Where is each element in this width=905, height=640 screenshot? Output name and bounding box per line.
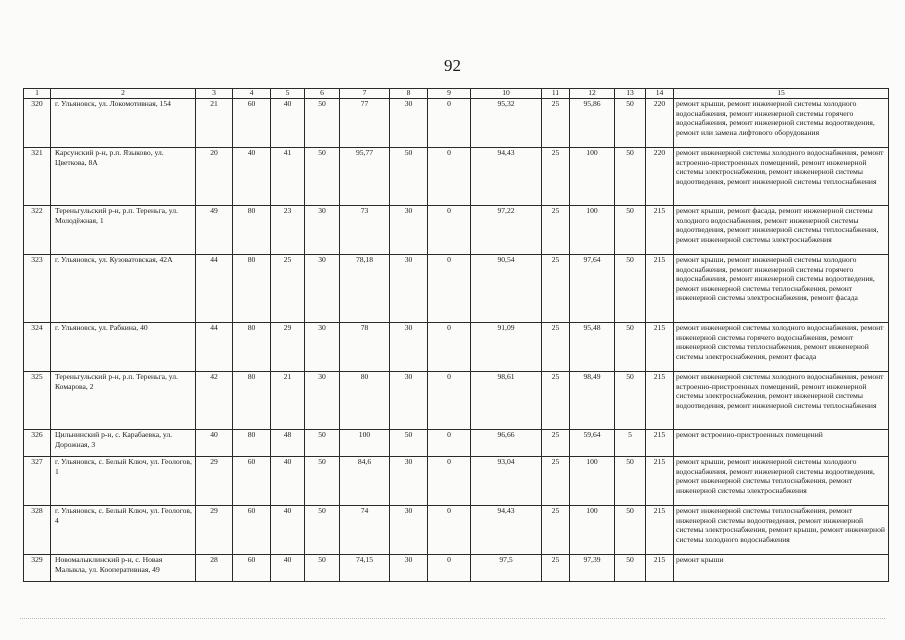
cell: 28 bbox=[196, 555, 233, 582]
cell: 30 bbox=[390, 555, 428, 582]
cell: 215 bbox=[646, 555, 674, 582]
cell: 50 bbox=[615, 555, 646, 582]
cell: 44 bbox=[196, 323, 233, 372]
row-number: 326 bbox=[24, 430, 51, 457]
cell: 30 bbox=[305, 372, 340, 430]
col-header: 11 bbox=[542, 89, 570, 99]
work-description: ремонт инженерной системы холодного водоснабжения, ремонт встроенно-пристроенных помещений, ремонт инженерной системы электроснабжения, ремонт инженерной системы водоотведения, ремонт инженерной системы теплоснабжения bbox=[674, 372, 889, 430]
cell: 80 bbox=[233, 206, 271, 255]
cell: 97,22 bbox=[471, 206, 542, 255]
cell: 25 bbox=[542, 430, 570, 457]
work-description: ремонт крыши bbox=[674, 555, 889, 582]
cell: 215 bbox=[646, 506, 674, 555]
page-number: 92 bbox=[444, 56, 461, 75]
cell: 60 bbox=[233, 555, 271, 582]
work-description: ремонт инженерной системы холодного водоснабжения, ремонт встроенно-пристроенных помещений, ремонт инженерной системы электроснабжения, ремонт инженерной системы водоотведения, ремонт инженерной системы теплоснабжения bbox=[674, 148, 889, 206]
address: Тереньгульский р-н, р.п. Тереньга, ул. Комарова, 2 bbox=[51, 372, 196, 430]
cell: 25 bbox=[542, 99, 570, 148]
address: Тереньгульский р-н, р.п. Тереньга, ул. Молодёжная, 1 bbox=[51, 206, 196, 255]
row-number: 321 bbox=[24, 148, 51, 206]
cell: 96,66 bbox=[471, 430, 542, 457]
work-description: ремонт крыши, ремонт инженерной системы холодного водоснабжения, ремонт инженерной системы водоотведения, ремонт инженерной системы теплоснабжения, ремонт инженерной системы электроснабжения bbox=[674, 457, 889, 506]
cell: 100 bbox=[570, 506, 615, 555]
cell: 77 bbox=[340, 99, 390, 148]
col-header: 4 bbox=[233, 89, 271, 99]
col-header: 9 bbox=[428, 89, 471, 99]
cell: 97,64 bbox=[570, 255, 615, 323]
cell: 91,09 bbox=[471, 323, 542, 372]
cell: 25 bbox=[542, 255, 570, 323]
cell: 215 bbox=[646, 372, 674, 430]
cell: 80 bbox=[233, 372, 271, 430]
col-header: 7 bbox=[340, 89, 390, 99]
cell: 29 bbox=[196, 506, 233, 555]
cell: 40 bbox=[271, 99, 305, 148]
cell: 50 bbox=[615, 323, 646, 372]
cell: 100 bbox=[570, 148, 615, 206]
cell: 25 bbox=[542, 506, 570, 555]
cell: 100 bbox=[570, 457, 615, 506]
cell: 215 bbox=[646, 457, 674, 506]
cell: 215 bbox=[646, 430, 674, 457]
cell: 25 bbox=[542, 148, 570, 206]
cell: 0 bbox=[428, 206, 471, 255]
cell: 0 bbox=[428, 99, 471, 148]
col-header: 2 bbox=[51, 89, 196, 99]
cell: 40 bbox=[271, 506, 305, 555]
work-description: ремонт крыши, ремонт инженерной системы холодного водоснабжения, ремонт инженерной системы горячего водоснабжения, ремонт инженерной системы водоотведения, ремонт или замена лифтового оборудования bbox=[674, 99, 889, 148]
cell: 25 bbox=[542, 457, 570, 506]
col-header: 3 bbox=[196, 89, 233, 99]
cell: 40 bbox=[196, 430, 233, 457]
cell: 98,61 bbox=[471, 372, 542, 430]
cell: 97,39 bbox=[570, 555, 615, 582]
cell: 80 bbox=[233, 255, 271, 323]
row-number: 329 bbox=[24, 555, 51, 582]
cell: 0 bbox=[428, 255, 471, 323]
table-row bbox=[24, 323, 889, 372]
cell: 50 bbox=[615, 506, 646, 555]
address: г. Ульяновск, ул. Рабкина, 40 bbox=[51, 323, 196, 372]
address: Цильнинский р-н, с. Карабаевка, ул. Дорожная, 3 bbox=[51, 430, 196, 457]
col-header: 14 bbox=[646, 89, 674, 99]
table-row bbox=[24, 506, 889, 555]
cell: 0 bbox=[428, 430, 471, 457]
cell: 50 bbox=[390, 148, 428, 206]
address: г. Ульяновск, с. Белый Ключ, ул. Геологов, 1 bbox=[51, 457, 196, 506]
cell: 41 bbox=[271, 148, 305, 206]
cell: 21 bbox=[271, 372, 305, 430]
cell: 0 bbox=[428, 323, 471, 372]
cell: 80 bbox=[233, 323, 271, 372]
cell: 30 bbox=[305, 206, 340, 255]
cell: 100 bbox=[570, 206, 615, 255]
cell: 50 bbox=[305, 457, 340, 506]
table-row bbox=[24, 255, 889, 323]
row-number: 325 bbox=[24, 372, 51, 430]
cell: 29 bbox=[271, 323, 305, 372]
cell: 0 bbox=[428, 148, 471, 206]
table-row bbox=[24, 457, 889, 506]
cell: 50 bbox=[615, 255, 646, 323]
cell: 93,04 bbox=[471, 457, 542, 506]
cell: 60 bbox=[233, 457, 271, 506]
cell: 49 bbox=[196, 206, 233, 255]
cell: 74 bbox=[340, 506, 390, 555]
table-row bbox=[24, 555, 889, 582]
address: г. Ульяновск, ул. Локомотивная, 154 bbox=[51, 99, 196, 148]
cell: 48 bbox=[271, 430, 305, 457]
cell: 20 bbox=[196, 148, 233, 206]
cell: 30 bbox=[390, 372, 428, 430]
cell: 50 bbox=[305, 555, 340, 582]
work-description: ремонт инженерной системы теплоснабжения, ремонт инженерной системы водоотведения, ремонт инженерной системы электроснабжения, ремонт крыши, ремонт инженерной системы холодного водоснабжения bbox=[674, 506, 889, 555]
address: г. Ульяновск, ул. Кузоватовская, 42А bbox=[51, 255, 196, 323]
cell: 74,15 bbox=[340, 555, 390, 582]
work-description: ремонт крыши, ремонт инженерной системы холодного водоснабжения, ремонт инженерной системы горячего водоснабжения, ремонт инженерной системы водоотведения, ремонт инженерной системы теплоснабжения, ремонт инженерной системы электроснабжения, ремонт фасада bbox=[674, 255, 889, 323]
col-header: 6 bbox=[305, 89, 340, 99]
address: Карсунский р-н, р.п. Языково, ул. Цветкова, 8А bbox=[51, 148, 196, 206]
cell: 40 bbox=[271, 457, 305, 506]
cell: 100 bbox=[340, 430, 390, 457]
footer-divider bbox=[20, 618, 885, 619]
cell: 94,43 bbox=[471, 506, 542, 555]
cell: 84,6 bbox=[340, 457, 390, 506]
cell: 29 bbox=[196, 457, 233, 506]
cell: 40 bbox=[271, 555, 305, 582]
cell: 25 bbox=[271, 255, 305, 323]
col-header: 10 bbox=[471, 89, 542, 99]
row-number: 324 bbox=[24, 323, 51, 372]
cell: 215 bbox=[646, 206, 674, 255]
row-number: 328 bbox=[24, 506, 51, 555]
cell: 25 bbox=[542, 323, 570, 372]
cell: 50 bbox=[390, 430, 428, 457]
table-row bbox=[24, 372, 889, 430]
cell: 215 bbox=[646, 323, 674, 372]
cell: 23 bbox=[271, 206, 305, 255]
col-header: 13 bbox=[615, 89, 646, 99]
cell: 25 bbox=[542, 555, 570, 582]
cell: 42 bbox=[196, 372, 233, 430]
row-number: 327 bbox=[24, 457, 51, 506]
cell: 50 bbox=[615, 372, 646, 430]
cell: 95,77 bbox=[340, 148, 390, 206]
cell: 50 bbox=[305, 148, 340, 206]
header-row bbox=[24, 89, 889, 99]
cell: 59,64 bbox=[570, 430, 615, 457]
cell: 50 bbox=[615, 206, 646, 255]
cell: 50 bbox=[615, 148, 646, 206]
address: Новомалыклинский р-н, с. Новая Малыкла, ул. Кооперативная, 49 bbox=[51, 555, 196, 582]
cell: 50 bbox=[305, 506, 340, 555]
row-number: 322 bbox=[24, 206, 51, 255]
cell: 30 bbox=[305, 323, 340, 372]
cell: 30 bbox=[305, 255, 340, 323]
cell: 50 bbox=[305, 430, 340, 457]
cell: 0 bbox=[428, 457, 471, 506]
row-number: 320 bbox=[24, 99, 51, 148]
cell: 30 bbox=[390, 457, 428, 506]
cell: 95,48 bbox=[570, 323, 615, 372]
col-header: 15 bbox=[674, 89, 889, 99]
col-header: 5 bbox=[271, 89, 305, 99]
cell: 60 bbox=[233, 506, 271, 555]
cell: 97,5 bbox=[471, 555, 542, 582]
cell: 21 bbox=[196, 99, 233, 148]
cell: 30 bbox=[390, 206, 428, 255]
cell: 73 bbox=[340, 206, 390, 255]
data-table bbox=[23, 88, 889, 582]
cell: 80 bbox=[340, 372, 390, 430]
cell: 25 bbox=[542, 206, 570, 255]
table-row bbox=[24, 148, 889, 206]
cell: 5 bbox=[615, 430, 646, 457]
cell: 94,43 bbox=[471, 148, 542, 206]
cell: 40 bbox=[233, 148, 271, 206]
table-row bbox=[24, 206, 889, 255]
col-header: 1 bbox=[24, 89, 51, 99]
cell: 215 bbox=[646, 255, 674, 323]
cell: 0 bbox=[428, 555, 471, 582]
cell: 95,32 bbox=[471, 99, 542, 148]
cell: 30 bbox=[390, 99, 428, 148]
cell: 0 bbox=[428, 506, 471, 555]
row-number: 323 bbox=[24, 255, 51, 323]
col-header: 8 bbox=[390, 89, 428, 99]
cell: 50 bbox=[615, 457, 646, 506]
col-header: 12 bbox=[570, 89, 615, 99]
table-row bbox=[24, 99, 889, 148]
cell: 0 bbox=[428, 372, 471, 430]
cell: 98,49 bbox=[570, 372, 615, 430]
work-description: ремонт встроенно-пристроенных помещений bbox=[674, 430, 889, 457]
cell: 90,54 bbox=[471, 255, 542, 323]
cell: 220 bbox=[646, 99, 674, 148]
cell: 44 bbox=[196, 255, 233, 323]
cell: 220 bbox=[646, 148, 674, 206]
cell: 80 bbox=[233, 430, 271, 457]
cell: 50 bbox=[615, 99, 646, 148]
work-description: ремонт инженерной системы холодного водоснабжения, ремонт инженерной системы горячего водоснабжения, ремонт инженерной системы теплоснабжения, ремонт инженерной системы электроснабжения, ремонт фасада bbox=[674, 323, 889, 372]
table-row bbox=[24, 430, 889, 457]
cell: 95,86 bbox=[570, 99, 615, 148]
cell: 78,18 bbox=[340, 255, 390, 323]
address: г. Ульяновск, с. Белый Ключ, ул. Геологов, 4 bbox=[51, 506, 196, 555]
cell: 30 bbox=[390, 255, 428, 323]
cell: 50 bbox=[305, 99, 340, 148]
cell: 78 bbox=[340, 323, 390, 372]
cell: 30 bbox=[390, 506, 428, 555]
work-description: ремонт крыши, ремонт фасада, ремонт инженерной системы холодного водоснабжения, ремонт инженерной системы водоотведения, ремонт инженерной системы теплоснабжения, ремонт инженерной системы электроснабжения bbox=[674, 206, 889, 255]
cell: 30 bbox=[390, 323, 428, 372]
cell: 60 bbox=[233, 99, 271, 148]
cell: 25 bbox=[542, 372, 570, 430]
